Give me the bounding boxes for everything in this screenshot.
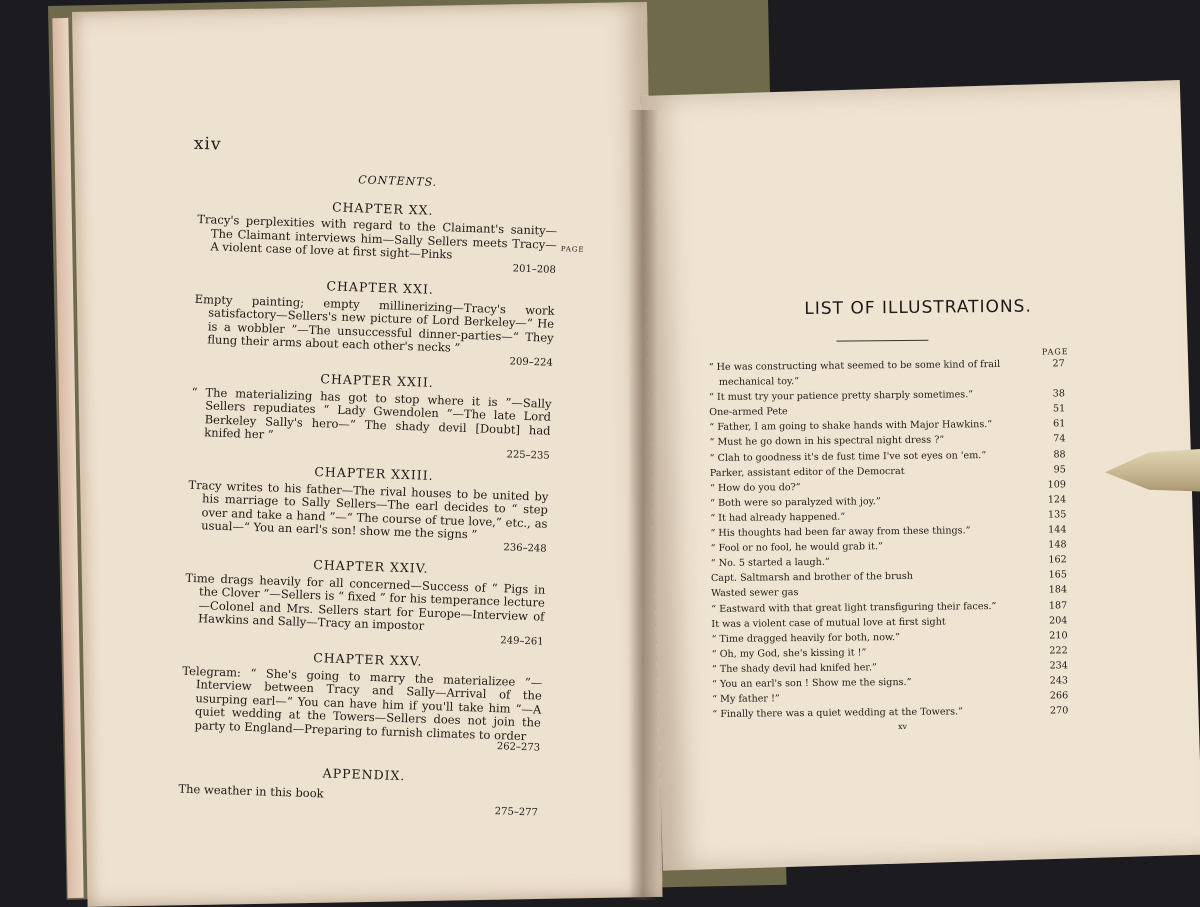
illustration-caption: “ He was constructing what seemed to be some kind of frail mechanical toy.” <box>708 358 1001 388</box>
illustration-caption: “ It had already happened.” <box>710 511 846 524</box>
illustration-page: 38 <box>1052 388 1066 400</box>
chapter-summary: “ The materializing has got to stop where it is ”—Sally Sellers repudiates “ Lady Gwendolen ”—The late Lord Berkeley Sally's hero—“ The shady devil [Doubt] had knifed her ” <box>191 384 552 442</box>
illustration-page: 165 <box>1048 569 1067 581</box>
chapter-entry <box>187 461 560 556</box>
chapter-entry <box>190 368 563 463</box>
illustration-caption: “ The shady devil had knifed her.” <box>711 662 877 675</box>
illustration-caption: “ Fool or no fool, he would grab it.” <box>710 541 883 555</box>
illustration-caption: “ Oh, my God, she's kissing it !” <box>711 647 867 660</box>
contents-section <box>178 133 585 820</box>
illustration-caption: “ How do you do?” <box>709 481 801 494</box>
illustrations-title: LIST OF ILLUSTRATIONS. <box>804 296 1032 319</box>
illustration-page: 124 <box>1047 494 1067 506</box>
page-number-left: xiv <box>193 133 222 155</box>
chapter-pages: 201–208 <box>512 262 557 276</box>
appendix-title: APPENDIX. <box>322 764 406 783</box>
illustration-page: 210 <box>1049 629 1068 642</box>
illustration-page: 74 <box>1053 433 1066 445</box>
illustration-page: 148 <box>1048 539 1067 551</box>
illustration-caption: “ Father, I am going to shake hands with Major Hawkins.” <box>709 419 993 434</box>
appendix-pages: 275–277 <box>494 805 539 819</box>
illustration-caption: “ His thoughts had been far away from these things.” <box>710 525 971 540</box>
appendix-summary: The weather in this book <box>178 781 324 801</box>
illustration-page: 184 <box>1048 584 1068 596</box>
illustration-page: 144 <box>1048 524 1067 536</box>
illustration-caption: “ My father !” <box>712 693 780 706</box>
illustration-page: 270 <box>1049 705 1069 717</box>
page-column-label: PAGE <box>1041 347 1069 357</box>
illustration-page: 243 <box>1049 675 1069 687</box>
illustration-caption: “ Must he go down in his spectral night dress ?” <box>709 435 945 449</box>
chapter-summary: Empty painting; empty millinerizing—Tracy's work satisfactory—Sellers's new picture of Lord Berkeley—“ He is a wobbler ”—The unsuccessful dinner-parties—“ They flung their arms about each other's necks ” <box>194 291 555 355</box>
chapter-pages: 225–235 <box>506 448 550 462</box>
chapter-summary: Time drags heavily for all concerned—Success of “ Pigs in the Clover ”—Sellers is “ fixed ” for his temperance lecture—Colonel and Mrs. Sellers start for Europe—Interview of Hawkins and Sally—Tracy an impostor <box>185 570 546 633</box>
chapter-entry <box>193 275 566 370</box>
illustration-page: 204 <box>1049 614 1068 627</box>
illustration-page: 222 <box>1049 645 1068 657</box>
title-rule <box>836 340 928 342</box>
chapter-pages: 236–248 <box>503 541 547 555</box>
illustration-caption: Capt. Saltmarsh and brother of the brush <box>710 571 913 585</box>
illustration-caption: “ Finally there was a quiet wedding at the Towers.” <box>712 706 964 721</box>
illustration-page: 162 <box>1048 554 1067 566</box>
chapter-title: CHAPTER XXII. <box>320 371 435 390</box>
chapter-title: CHAPTER XX. <box>331 198 434 218</box>
chapter-entry <box>184 554 557 649</box>
illustration-entry <box>709 356 1069 390</box>
illustration-caption: Wasted sewer gas <box>711 587 799 600</box>
chapter-entry <box>180 647 553 756</box>
illustration-page: 61 <box>1053 418 1066 430</box>
chapter-entry <box>196 195 585 277</box>
illustration-caption: “ Clah to goodness it's de fust time I've sot eyes on 'em.” <box>709 449 987 464</box>
chapter-summary: Tracy writes to his father—The rival houses to be united by his marriage to Sally Sellers—The earl decides to “ step over and take a hand ”—“ The course of true love,” etc., as usual—“ You an earl's son! show me the signs ” <box>188 477 549 542</box>
illustration-caption: “ It must try your patience pretty sharply sometimes.” <box>708 389 974 404</box>
chapter-title: CHAPTER XXI. <box>326 278 435 297</box>
chapter-title: CHAPTER XXV. <box>312 650 423 669</box>
chapter-pages: 249–261 <box>500 634 544 648</box>
illustration-caption: Parker, assistant editor of the Democrat <box>709 465 905 479</box>
illustrations-list <box>709 356 1073 722</box>
page-column-label: PAGE <box>560 245 585 254</box>
chapter-summary: Tracy's perplexities with regard to the Claimant's sanity—The Claimant interviews him—Sally Sellers meets Tracy—A violent case of love at first sight—Pinks <box>197 211 558 262</box>
illustration-page: 234 <box>1049 660 1068 672</box>
illustration-page: 266 <box>1049 690 1069 702</box>
illustration-caption: “ Time dragged heavily for both, now.” <box>711 631 901 645</box>
chapter-summary: Telegram: “ She's going to marry the materializee ”—Interview between Tracy and Sally—Arrival of the usurping earl—“ You can have him if you'll take him ”—A quiet wedding at the Towers—Sellers does not join the party to England—Preparing to furnish climates to order <box>182 663 543 743</box>
illustration-caption: It was a violent case of mutual love at first sight <box>711 616 946 630</box>
illustration-entry <box>712 703 1072 722</box>
illustration-caption: “ Eastward with that great light transfiguring their faces.” <box>711 600 997 615</box>
illustration-page: 27 <box>1052 358 1065 370</box>
contents-heading: CONTENTS. <box>358 173 438 189</box>
chapter-title: CHAPTER XXIII. <box>314 463 434 483</box>
illustration-page: 88 <box>1053 448 1066 460</box>
illustration-caption: One-armed Pete <box>709 406 788 419</box>
illustrations-section <box>708 296 1073 733</box>
chapter-title: CHAPTER XXIV. <box>313 556 429 576</box>
illustration-page: 109 <box>1047 479 1067 491</box>
chapter-pages: 262–273 <box>496 741 541 754</box>
illustration-caption: “ Both were so paralyzed with joy.” <box>710 496 881 509</box>
illustration-caption: “ No. 5 started a laugh.” <box>710 556 830 570</box>
illustration-page: 187 <box>1048 599 1068 611</box>
illustration-page: 51 <box>1052 403 1066 415</box>
illustration-page: 135 <box>1047 509 1067 521</box>
chapter-pages: 209–224 <box>509 355 553 369</box>
page-number-right: xv <box>897 722 908 732</box>
illustration-page: 95 <box>1053 463 1066 476</box>
illustration-caption: “ You an earl's son ! Show me the signs.” <box>711 676 912 690</box>
